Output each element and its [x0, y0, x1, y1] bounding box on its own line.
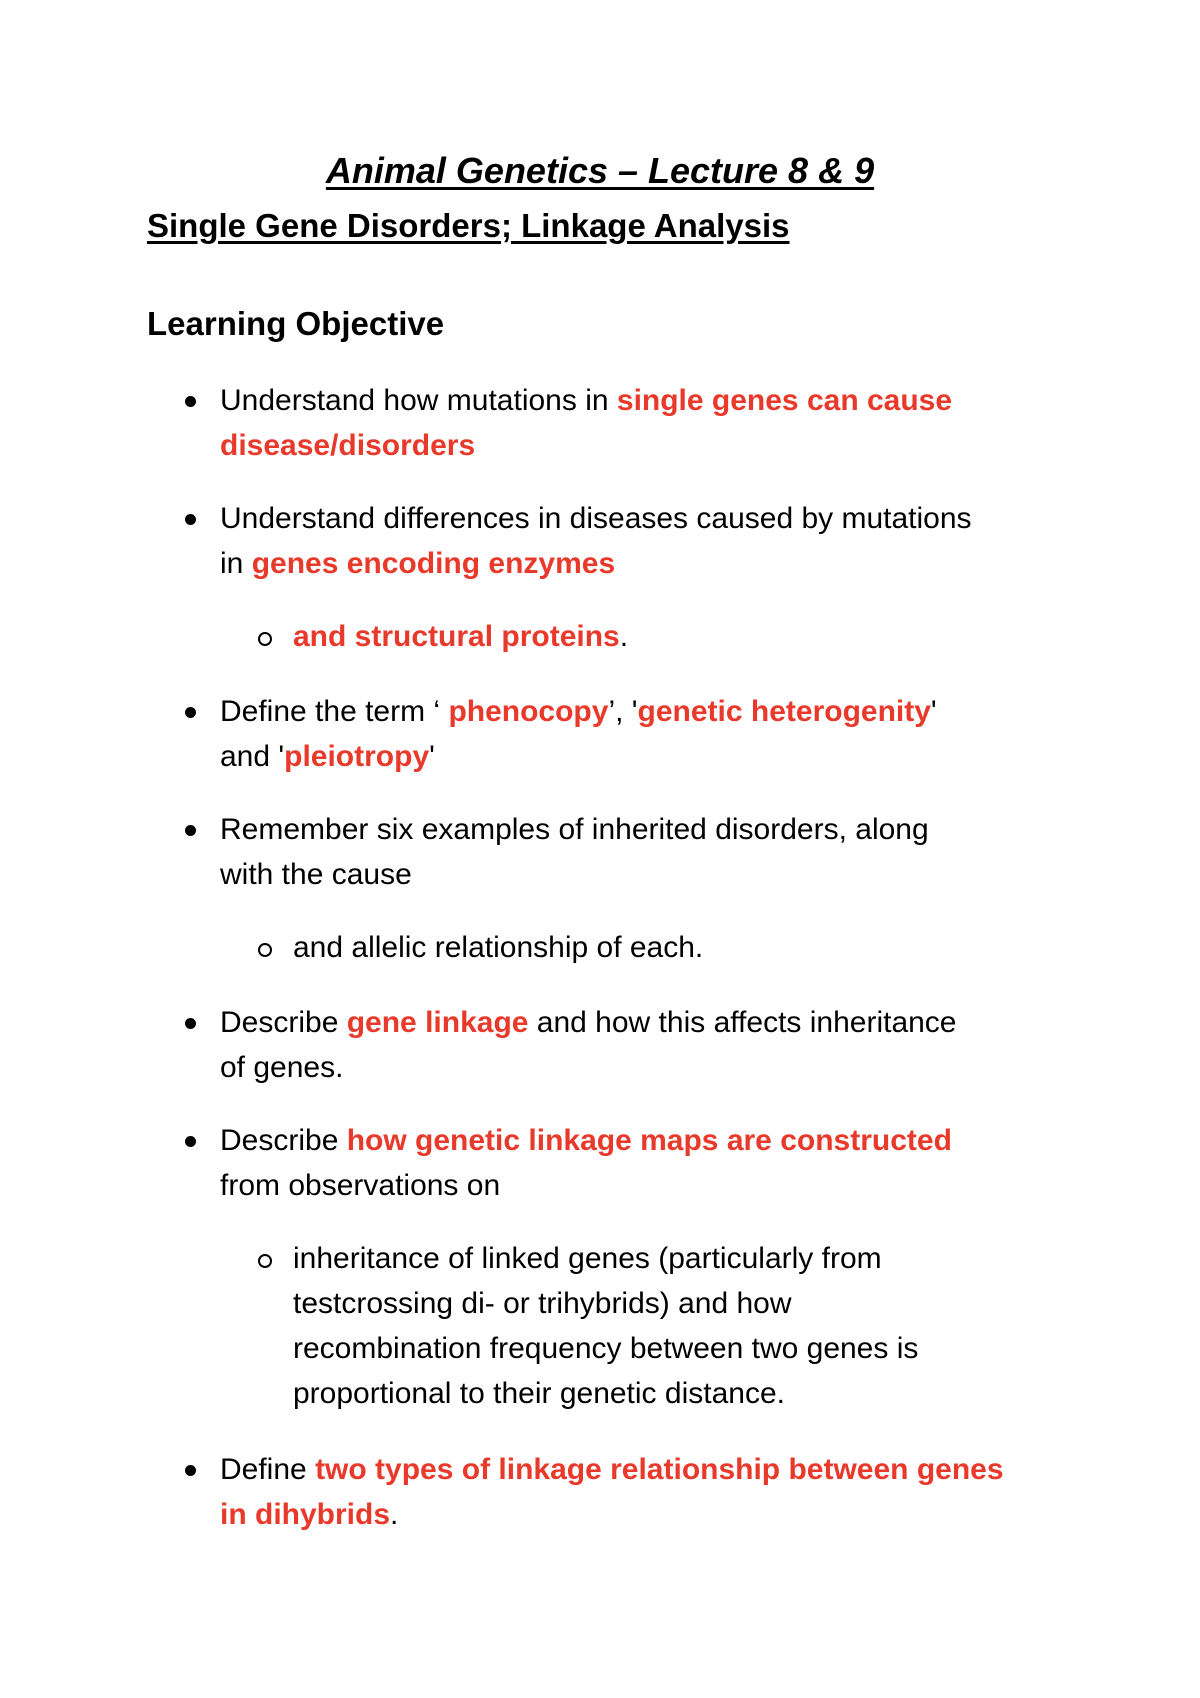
list-item — [293, 925, 1013, 970]
item-text: Define — [220, 1453, 316, 1486]
bullet-icon — [185, 514, 196, 525]
item-text: . — [619, 620, 629, 653]
list-item-line: recombination frequency between two genes is — [293, 1332, 919, 1365]
item-highlight: how genetic linkage maps are constructed — [346, 1124, 952, 1157]
circle-bullet-icon — [258, 632, 272, 646]
item-highlight: single genes can cause — [616, 384, 953, 417]
item-text: . — [390, 1498, 399, 1531]
item-text: ' — [429, 740, 435, 773]
bullet-icon — [185, 1018, 196, 1029]
item-highlight: and structural proteins — [293, 620, 620, 653]
item-text: and ' — [220, 740, 285, 773]
item-text: and allelic relationship of each. — [293, 931, 704, 964]
list-item — [220, 496, 1080, 586]
item-highlight: genetic heterogenity — [637, 695, 931, 728]
list-item-line — [220, 852, 1080, 897]
item-text: from observations on — [220, 1169, 501, 1202]
list-item — [293, 614, 1013, 659]
list-item — [220, 807, 1080, 897]
list-item-line — [220, 1163, 1080, 1208]
list-item — [220, 1118, 1080, 1208]
list-item-line — [220, 689, 1080, 734]
section-heading: Learning Objective — [147, 305, 445, 342]
list-item-line — [220, 1492, 1080, 1537]
circle-bullet-icon — [258, 943, 272, 957]
item-text: and how this affects inheritance — [528, 1006, 957, 1039]
list-item-line — [220, 423, 1080, 468]
item-text: of genes. — [220, 1051, 344, 1084]
item-text: ' — [930, 695, 937, 728]
bullet-icon — [185, 707, 196, 718]
list-item-line — [220, 541, 1080, 586]
list-item-line — [293, 925, 1013, 970]
item-text: in — [220, 547, 252, 580]
bullet-icon — [185, 1136, 196, 1147]
item-highlight: disease/disorders — [220, 429, 476, 462]
item-highlight: pleiotropy — [284, 740, 430, 773]
item-text: Remember six examples of inherited disorders, along — [220, 813, 929, 846]
bullet-icon — [185, 396, 196, 407]
item-highlight: in dihybrids — [220, 1498, 391, 1531]
item-text: Understand how mutations in — [220, 384, 617, 417]
item-text: ’, ' — [608, 695, 638, 728]
list-item — [220, 378, 1080, 468]
list-item-line: inheritance of linked genes (particularly from — [293, 1242, 882, 1275]
list-item-line — [220, 1447, 1080, 1492]
item-text: Understand differences in diseases caused by mutations — [220, 502, 972, 535]
bullet-icon — [185, 825, 196, 836]
list-item-line — [220, 1118, 1080, 1163]
list-item-line — [220, 1000, 1080, 1045]
list-item-line — [220, 734, 1080, 779]
list-item-line: testcrossing di- or trihybrids) and how — [293, 1287, 792, 1320]
list-item-line — [220, 496, 1080, 541]
list-item — [220, 689, 1080, 779]
item-highlight: phenocopy — [448, 695, 609, 728]
list-item-line — [220, 807, 1080, 852]
item-text: Describe — [220, 1124, 347, 1157]
document-title: Animal Genetics – Lecture 8 & 9 — [325, 150, 875, 191]
circle-bullet-icon — [258, 1254, 272, 1268]
bullet-icon — [185, 1465, 196, 1476]
list-item — [220, 1000, 1080, 1090]
list-item-line — [220, 378, 1080, 423]
item-text: Describe — [220, 1006, 347, 1039]
list-item — [220, 1447, 1080, 1537]
item-highlight: gene linkage — [346, 1006, 529, 1039]
list-item-line — [220, 1045, 1080, 1090]
item-highlight: genes encoding enzymes — [251, 547, 616, 580]
list-item — [293, 1236, 1013, 1416]
list-item-line: proportional to their genetic distance. — [293, 1377, 785, 1410]
item-highlight: two types of linkage relationship between genes — [315, 1453, 1004, 1486]
item-text: with the cause — [220, 858, 412, 891]
document-subtitle: Single Gene Disorders; Linkage Analysis — [147, 207, 790, 244]
list-item-line — [293, 614, 1013, 659]
item-text: Define the term ‘ — [220, 695, 449, 728]
